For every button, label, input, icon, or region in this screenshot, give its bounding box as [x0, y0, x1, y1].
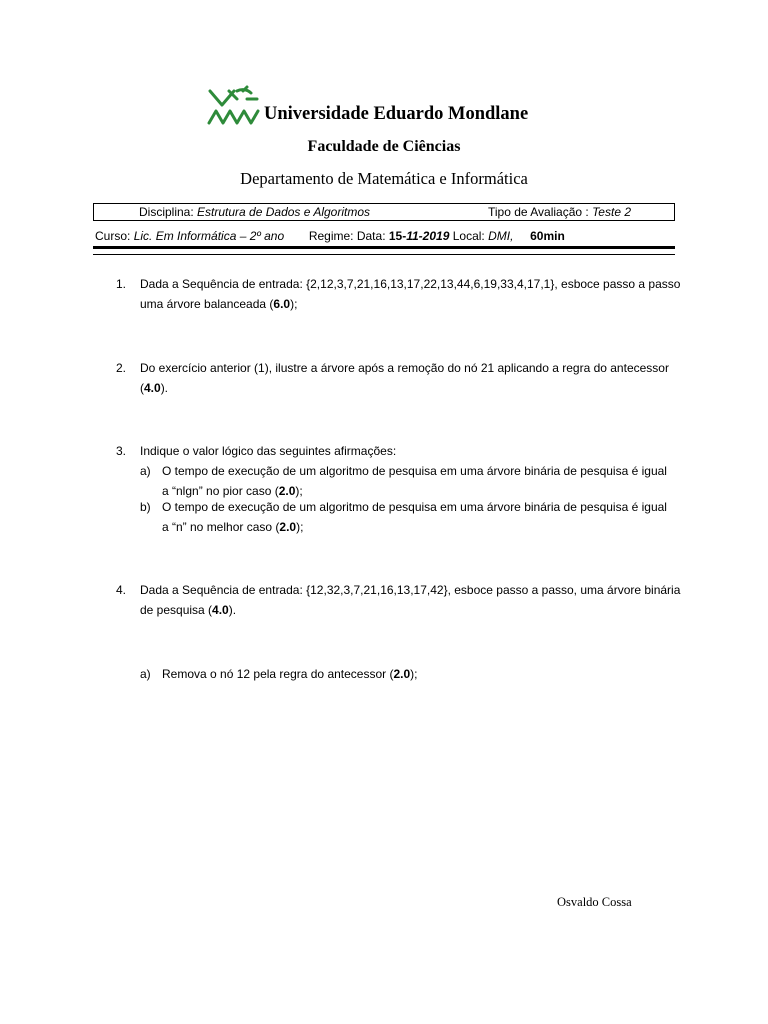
header-rule — [93, 246, 675, 249]
disciplina-value: Estrutura de Dados e Algoritmos — [197, 205, 370, 219]
course-line — [95, 229, 565, 243]
local-value: DMI, — [488, 229, 514, 243]
signature: Osvaldo Cossa — [557, 895, 632, 909]
regime-label: Regime: Data: — [308, 229, 386, 243]
department-name: Departamento de Matemática e Informática — [240, 169, 528, 188]
data-value: 15-11-2019 — [388, 229, 450, 243]
question-2: 2. Do exercício anterior (1), ilustre a árvore após a remoção do nó 21 aplicando a regra do antecessor (4.0). — [116, 361, 669, 395]
duration: 60min — [530, 229, 565, 243]
question-1: 1. Dada a Sequência de entrada: {2,12,3,7,21,16,13,17,22,13,44,6,19,33,4,17,1}, esboce passo a passo uma árvore balanceada (6.0); — [116, 277, 681, 311]
question-4: 4. Dada a Sequência de entrada: {12,32,3,7,21,16,13,17,42}, esboce passo a passo, uma árvore binária de pesquisa (4.0). — [116, 583, 681, 617]
tipo-value: Teste 2 — [592, 205, 631, 219]
tipo-avaliacao-field — [488, 205, 631, 219]
disciplina-field — [139, 205, 370, 219]
question-3b: b) O tempo de execução de um algoritmo de pesquisa em uma árvore binária de pesquisa é igual a “n” no melhor caso (2.0); — [140, 500, 667, 534]
curso-label: Curso: — [95, 229, 131, 243]
question-3a: a) O tempo de execução de um algoritmo de pesquisa em uma árvore binária de pesquisa é igual a “nlgn” no pior caso (2.0); — [140, 464, 667, 498]
university-name: Universidade Eduardo Mondlane — [264, 104, 529, 124]
info-box — [93, 203, 675, 221]
tipo-label: Tipo de Avaliação : — [488, 205, 589, 219]
question-3: 3. Indique o valor lógico das seguintes afirmações: — [116, 444, 397, 458]
header-rule-thin — [93, 254, 675, 255]
faculty-name: Faculdade de Ciências — [307, 138, 461, 155]
curso-value: Lic. Em Informática – 2º ano — [133, 229, 285, 243]
disciplina-label: Disciplina: — [139, 205, 194, 219]
uem-logo-icon — [207, 85, 265, 125]
question-4a: a) Remova o nó 12 pela regra do antecessor (2.0); — [140, 667, 418, 681]
local-label: Local: — [452, 229, 485, 243]
